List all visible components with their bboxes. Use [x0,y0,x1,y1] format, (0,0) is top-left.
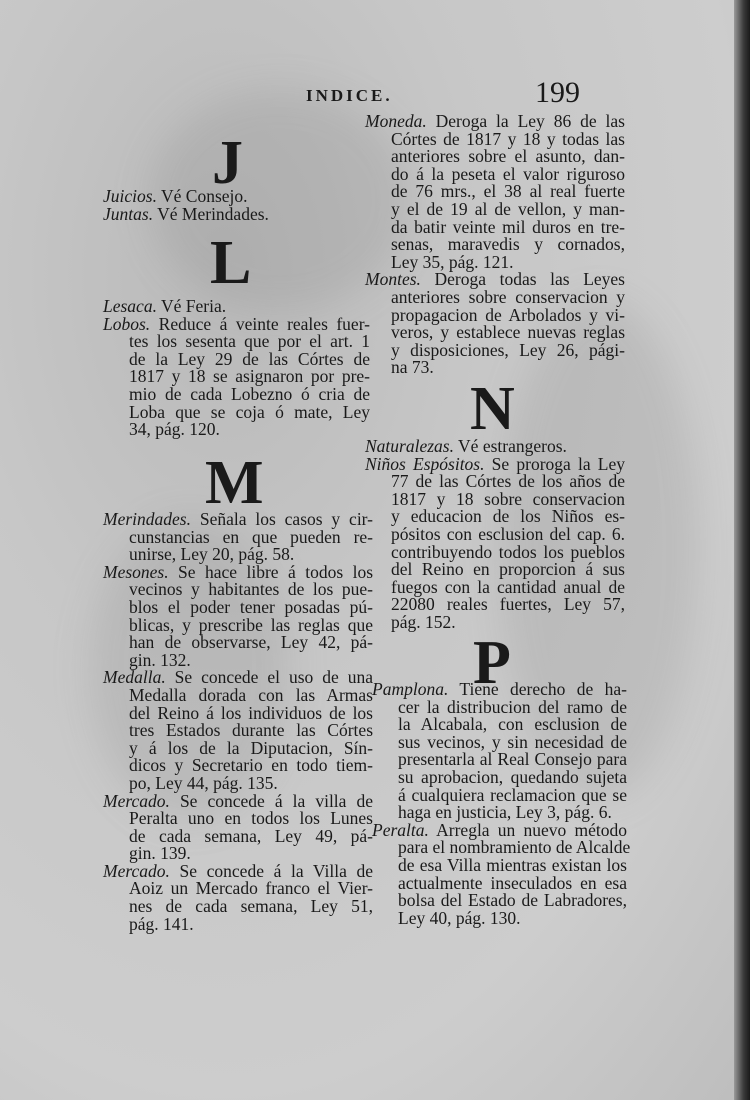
section-letter: J [212,129,243,197]
entry-line [103,203,370,224]
entry-text: Córtes de 1817 y 18 y todas las [391,128,625,149]
index-entry [365,453,625,632]
entry-text: propagacion de Arbolados y vi- [391,304,625,325]
entry-text: da batir veinte mil duros en tre- [391,216,625,237]
entry-text: Señala los casos y cir- [190,509,373,529]
entry-term: Medalla. [103,667,166,688]
index-entry [103,203,370,224]
entry-term: Mercado. [103,790,170,811]
entry-line [103,421,370,439]
entry-text: y á los de la Diputacion, Sín- [129,737,373,758]
entry-text: senas, maravedis y cornados, [391,234,625,255]
entry-text: sus vecinos, y sin necesidad de [398,731,627,752]
entry-text: su aprobacion, quedando sujeta [398,766,627,787]
index-entry [365,113,625,271]
entry-text: 77 de las Córtes de los años de [391,471,625,492]
entry-text: 34, pág. 120. [129,419,220,440]
entry-term: Juntas. [103,203,154,224]
index-entry [103,790,373,864]
entry-text: nes de cada semana, Ley 51, [129,896,373,917]
entry-text: Se concede el uso de una [165,667,373,688]
entry-line [103,913,373,934]
entry-text: pág. 141. [129,913,194,934]
entry-text: de la Ley 29 de las Córtes de [129,348,370,369]
index-entry [372,819,631,928]
entry-term: Moneda. [365,111,427,131]
entry-text: na 73. [391,357,434,378]
entry-text: vecinos y habitantes de los pue- [129,579,373,600]
entry-text: tres Estados durante las Córtes [129,720,373,741]
index-section [365,438,625,632]
entry-text: actualmente inseculados en esa [398,872,627,893]
entry-text: del Reino en proporcion á sus [391,559,625,580]
entry-text: Peralta uno en todos los Lunes [129,808,373,829]
entry-text: Deroga todas las Leyes [420,269,625,290]
entry-text: do á la peseta el valor riguroso [391,163,625,184]
entry-text: anteriores sobre conservacion y [391,286,625,307]
entry-text: á cualquiera reclamacion que se [398,784,627,805]
entry-text: 1817 y 18 se asignaron por pre- [129,366,370,387]
entry-text: po, Ley 44, pág. 135. [129,772,278,793]
entry-term: Peralta. [372,819,429,840]
page-number: 199 [535,76,580,109]
entry-text: Arregla un nuevo método [428,819,627,840]
index-section [365,113,625,377]
section-letter: M [205,449,264,517]
entry-text: Ley 40, pág. 130. [398,907,521,928]
index-entry [103,669,373,792]
entry-text: Tiene derecho de ha- [448,679,627,699]
entry-text: Vé estrangeros. [453,436,567,456]
entry-text: Se hace libre á todos los [168,561,373,582]
index-entry [103,860,373,934]
section-letter: P [473,629,511,697]
entry-text: unirse, Ley 20, pág. 58. [129,544,295,565]
entry-text: fuegos con la cantidad anual de [391,576,625,597]
entry-text: blicas, y prescribe las reglas que [129,614,373,635]
entry-text: la Alcabala, con esclusion de [398,714,627,735]
entry-text: contribuyendo todos los pueblos [391,541,625,562]
entry-text: Loba que se coja ó mate, Ley [129,401,370,422]
entry-term: Pamplona. [372,679,449,699]
entry-term: Mesones. [103,561,169,582]
entry-text: y disposiciones, Ley 26, pági- [391,339,625,360]
section-letter: N [470,375,515,443]
entry-text: Vé Merindades. [153,203,269,224]
entry-text: y el de 19 al de vellon, y man- [391,198,625,219]
entry-text: pósitos con esclusion del cap. 6. [391,523,625,544]
entry-text: de 76 mrs., el 38 al real fuerte [391,181,625,202]
entry-text: Vé Feria. [156,296,227,316]
entry-text: Ley 35, pág. 121. [391,251,514,272]
entry-text: presentarla al Real Consejo para [398,749,627,770]
entry-text: tes los sesenta que por el art. 1 [129,331,370,352]
index-entry [103,561,373,670]
entry-text: y educacion de los Niños es- [391,506,625,527]
entry-text: cunstancias en que pueden re- [129,526,373,547]
entry-text: 22080 reales fuertes, Ley 57, [391,594,625,615]
entry-term: Lesaca. [103,296,157,316]
entry-text: cer la distribucion del ramo de [398,696,627,717]
entry-text: Deroga la Ley 86 de las [426,111,625,131]
entry-term: Mercado. [103,860,170,881]
entry-text: han de observarse, Ley 42, pá- [129,632,373,653]
entry-text: pág. 152. [391,611,456,632]
entry-text: dicos y Secretario en todo tiem- [129,755,373,776]
index-entry [372,681,627,822]
entry-text: 1817 y 18 sobre conservacion [391,488,625,509]
entry-text: anteriores sobre el asunto, dan- [391,146,625,167]
entry-line [372,907,627,928]
entry-text: Se concede á la Villa de [169,860,373,881]
entry-text: gin. 132. [129,649,191,670]
index-section [103,511,373,933]
section-letter: L [210,229,252,297]
entry-term: Lobos. [103,313,151,334]
index-entry [103,313,370,440]
entry-term: Naturalezas. [365,436,454,456]
entry-text: Medalla dorada con las Armas [129,684,373,705]
entry-text: Se concede á la villa de [169,790,373,811]
entry-text: Se proroga la Ley [484,453,625,474]
entry-term: Montes. [365,269,421,290]
page-edge-shadow [734,0,750,1100]
entry-text: gin. 139. [129,843,191,864]
entry-text: de esa Villa mientras existan los [398,854,627,875]
entry-text: blos el poder tener posadas pú- [129,596,373,617]
running-header: INDICE. [306,86,393,105]
entry-term: Merindades. [103,509,191,529]
entry-term: Niños Espósitos. [365,453,485,474]
index-entry [365,271,625,377]
entry-text: veros, y establece nuevas reglas [391,322,625,343]
entry-text: Vé Consejo. [156,186,248,206]
entry-text: de cada semana, Ley 49, pá- [129,825,373,846]
entry-text: bolsa del Estado de Labradores, [398,890,627,911]
index-section [103,188,370,223]
entry-text: mio de cada Lobezno ó cria de [129,383,370,404]
entry-text: Aoiz un Mercado franco el Vier- [129,878,373,899]
entry-text: haga en justicia, Ley 3, pág. 6. [398,802,612,823]
entry-text: Reduce á veinte reales fuer- [150,313,370,334]
entry-text: para el nombramiento de Alcalde [398,837,631,858]
index-section [103,298,370,439]
index-entry [103,511,373,564]
index-section [372,679,631,928]
entry-text: del Reino á los individuos de los [129,702,373,723]
entry-term: Juicios. [103,186,157,206]
